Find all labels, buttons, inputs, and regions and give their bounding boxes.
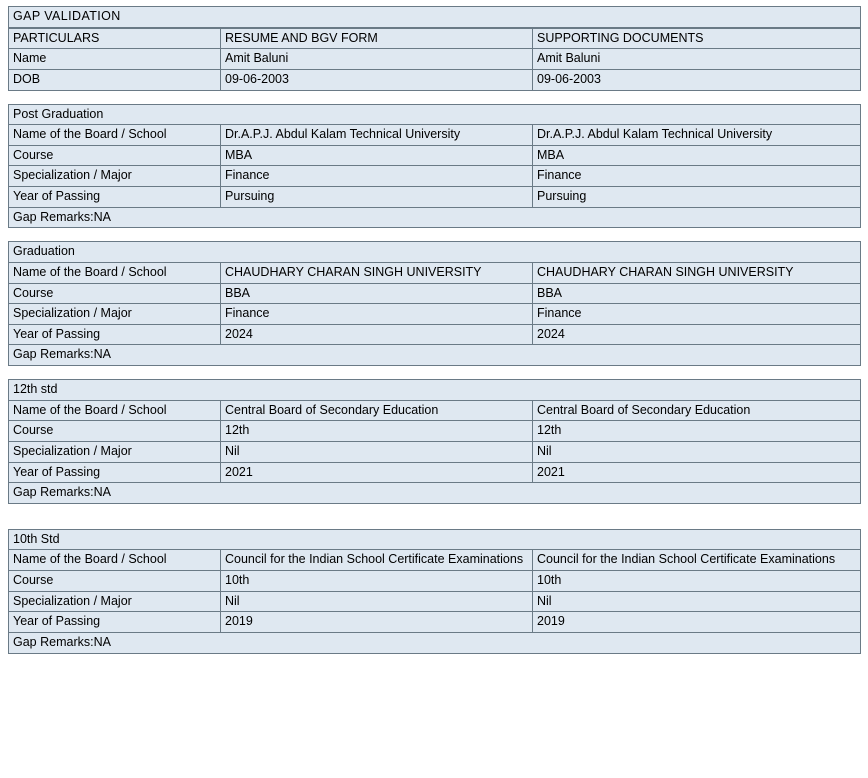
- personal-details-table: [8, 28, 861, 91]
- gap-remarks: Gap Remarks:NA: [9, 483, 861, 504]
- table-row: [9, 400, 861, 421]
- table-row: [9, 550, 861, 571]
- row-label-dob: DOB: [9, 69, 221, 90]
- row-value-year-supporting: 2024: [533, 324, 861, 345]
- table-row: [9, 304, 861, 325]
- row-label-year: Year of Passing: [9, 462, 221, 483]
- table-row: [9, 262, 861, 283]
- section-heading: 12th std: [9, 380, 861, 401]
- gap-remarks-row: [9, 207, 861, 228]
- table-row: [9, 187, 861, 208]
- row-value-name-resume: Amit Baluni: [221, 49, 533, 70]
- row-value-board-resume: Council for the Indian School Certificate Examinations: [221, 550, 533, 571]
- section-spacer: [8, 504, 860, 529]
- row-value-course-resume: MBA: [221, 145, 533, 166]
- section-heading-row: [9, 242, 861, 263]
- title-table: [8, 6, 861, 28]
- row-label-year: Year of Passing: [9, 612, 221, 633]
- table-row: [9, 324, 861, 345]
- row-label-specialization: Specialization / Major: [9, 304, 221, 325]
- section-heading: 10th Std: [9, 529, 861, 550]
- row-value-course-supporting: BBA: [533, 283, 861, 304]
- table-row: [9, 441, 861, 462]
- row-value-specialization-supporting: Nil: [533, 441, 861, 462]
- row-value-board-resume: Dr.A.P.J. Abdul Kalam Technical University: [221, 125, 533, 146]
- row-value-board-resume: CHAUDHARY CHARAN SINGH UNIVERSITY: [221, 262, 533, 283]
- row-value-course-supporting: 12th: [533, 421, 861, 442]
- table-row: [9, 462, 861, 483]
- table-row: [9, 571, 861, 592]
- section-heading-row: [9, 380, 861, 401]
- row-value-year-supporting: 2019: [533, 612, 861, 633]
- row-value-specialization-resume: Finance: [221, 304, 533, 325]
- column-header-particulars: PARTICULARS: [9, 28, 221, 49]
- section-heading-row: [9, 529, 861, 550]
- row-value-year-supporting: Pursuing: [533, 187, 861, 208]
- column-header-resume: RESUME AND BGV FORM: [221, 28, 533, 49]
- gap-remarks: Gap Remarks:NA: [9, 345, 861, 366]
- row-label-specialization: Specialization / Major: [9, 166, 221, 187]
- table-row: [9, 145, 861, 166]
- row-value-specialization-supporting: Finance: [533, 304, 861, 325]
- table-row: [9, 612, 861, 633]
- row-value-year-resume: 2021: [221, 462, 533, 483]
- row-value-course-resume: BBA: [221, 283, 533, 304]
- section-12th-std: [8, 379, 861, 504]
- row-value-year-supporting: 2021: [533, 462, 861, 483]
- row-value-specialization-resume: Nil: [221, 441, 533, 462]
- table-row: [9, 125, 861, 146]
- row-label-course: Course: [9, 571, 221, 592]
- row-label-name: Name: [9, 49, 221, 70]
- row-label-board: Name of the Board / School: [9, 550, 221, 571]
- table-header-row: [9, 28, 861, 49]
- table-row: [9, 591, 861, 612]
- table-row: [9, 421, 861, 442]
- row-label-board: Name of the Board / School: [9, 262, 221, 283]
- row-value-specialization-supporting: Finance: [533, 166, 861, 187]
- row-value-course-resume: 10th: [221, 571, 533, 592]
- row-value-year-resume: 2024: [221, 324, 533, 345]
- row-value-board-supporting: Central Board of Secondary Education: [533, 400, 861, 421]
- row-value-specialization-supporting: Nil: [533, 591, 861, 612]
- row-label-course: Course: [9, 421, 221, 442]
- row-value-board-resume: Central Board of Secondary Education: [221, 400, 533, 421]
- section-spacer: [8, 366, 860, 379]
- row-label-year: Year of Passing: [9, 187, 221, 208]
- table-row: [9, 283, 861, 304]
- row-value-year-resume: 2019: [221, 612, 533, 633]
- row-value-board-supporting: CHAUDHARY CHARAN SINGH UNIVERSITY: [533, 262, 861, 283]
- section-graduation: [8, 241, 861, 366]
- column-header-supporting: SUPPORTING DOCUMENTS: [533, 28, 861, 49]
- row-value-course-supporting: MBA: [533, 145, 861, 166]
- section-spacer: [8, 91, 860, 104]
- gap-remarks: Gap Remarks:NA: [9, 632, 861, 653]
- row-label-specialization: Specialization / Major: [9, 591, 221, 612]
- gap-remarks: Gap Remarks:NA: [9, 207, 861, 228]
- row-value-dob-resume: 09-06-2003: [221, 69, 533, 90]
- row-value-board-supporting: Dr.A.P.J. Abdul Kalam Technical University: [533, 125, 861, 146]
- table-row: [9, 49, 861, 70]
- table-row: [9, 166, 861, 187]
- row-label-course: Course: [9, 145, 221, 166]
- section-post-graduation: [8, 104, 861, 229]
- row-label-board: Name of the Board / School: [9, 125, 221, 146]
- section-heading: Graduation: [9, 242, 861, 263]
- row-label-board: Name of the Board / School: [9, 400, 221, 421]
- section-10th-std: [8, 529, 861, 654]
- row-value-board-supporting: Council for the Indian School Certificate Examinations: [533, 550, 861, 571]
- row-label-year: Year of Passing: [9, 324, 221, 345]
- row-label-course: Course: [9, 283, 221, 304]
- gap-remarks-row: [9, 345, 861, 366]
- section-spacer: [8, 228, 860, 241]
- document-title-row: [9, 7, 861, 28]
- table-row: [9, 69, 861, 90]
- row-value-course-resume: 12th: [221, 421, 533, 442]
- document-title: GAP VALIDATION: [9, 7, 861, 28]
- row-value-course-supporting: 10th: [533, 571, 861, 592]
- row-value-name-supporting: Amit Baluni: [533, 49, 861, 70]
- row-value-specialization-resume: Nil: [221, 591, 533, 612]
- row-value-dob-supporting: 09-06-2003: [533, 69, 861, 90]
- gap-remarks-row: [9, 632, 861, 653]
- gap-remarks-row: [9, 483, 861, 504]
- row-label-specialization: Specialization / Major: [9, 441, 221, 462]
- section-heading-row: [9, 104, 861, 125]
- row-value-specialization-resume: Finance: [221, 166, 533, 187]
- section-heading: Post Graduation: [9, 104, 861, 125]
- row-value-year-resume: Pursuing: [221, 187, 533, 208]
